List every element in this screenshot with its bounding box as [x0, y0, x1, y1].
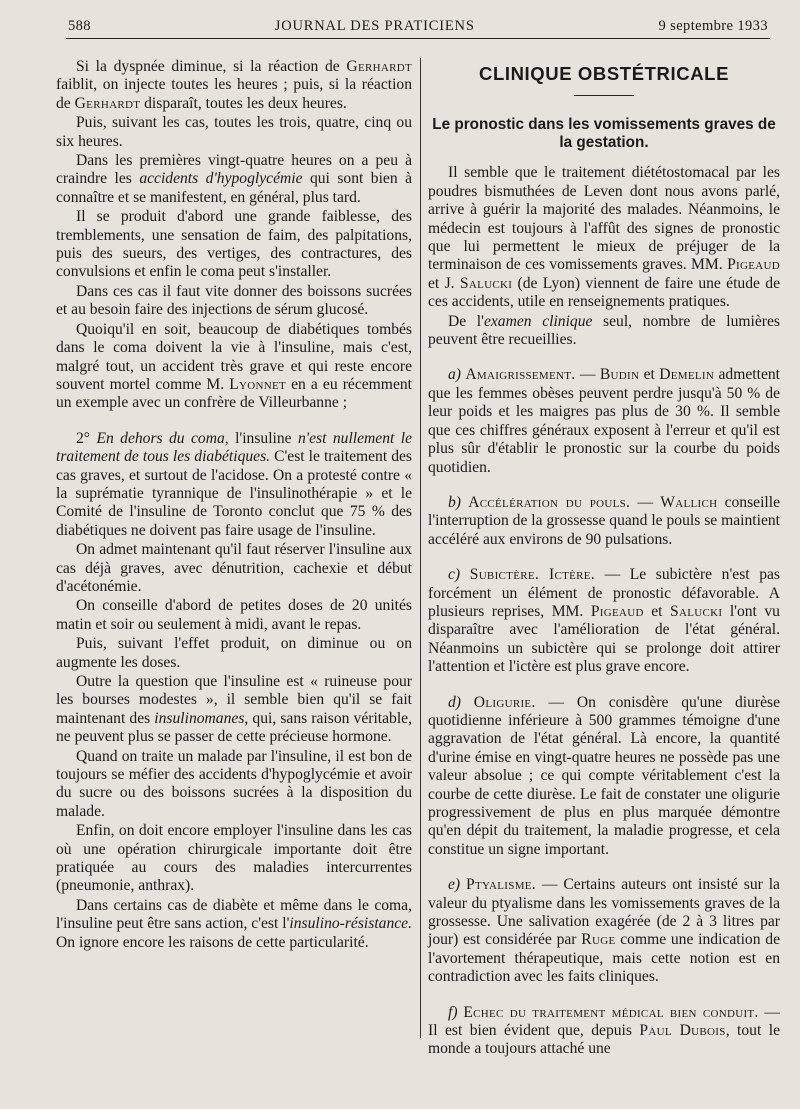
list-item: b) Accélération du pouls. — Wallich conseille l'interruption de la grossesse quand le pouls se maintient accéléré aux environs de 90 pulsations. — [428, 493, 781, 548]
paragraph: 2° En dehors du coma, l'insuline n'est nullement le traitement de tous les diabétiques. C'est le traitement des cas graves, et surtout de l'acidose. On a protesté contre « la suprématie tyrannique de l'insulinothérapie » et le Comité de l'insuline de Toronto conclut que 75 % des diabétiques ne doivent pas faire usage de l'insuline. — [56, 429, 412, 539]
paragraph: Si la dyspnée diminue, si la réaction de Gerhardt faiblit, on injecte toutes les heures ; puis, si la réaction de Gerhardt disparaît, toutes les deux heures. — [56, 58, 412, 112]
running-head — [68, 18, 768, 35]
list-item: d) Oligurie. — On conisdère qu'une diurèse quotidienne inférieure à 500 grammes témoigne d'une aggravation de l'état général. Là encore, la quantité d'urine émise en vingt-quatre heures ne possède pas une valeur absolue ; ce qui compte véritablement c'est la courbe de cette diurèse. Le fait de constater une oligurie progressivement de plus en plus marquée démontre qu'en dépit du traitement, la maladie progresse, et cela constitue un signe important. — [428, 693, 780, 858]
header-rule — [66, 38, 770, 39]
section-title: CLINIQUE OBSTÉTRICALE — [478, 63, 730, 84]
paragraph: Outre la question que l'insuline est « ruineuse pour les bourses modestes », il semble bien qu'il se fait maintenant des insulinomanes, qui, sans raison véritable, ne peuvent plus se passer de cette précieuse hormone. — [56, 673, 412, 746]
list-item: c) Subictère. Ictère. — Le subictère n'est pas forcément un élément de pronostic défavorable. A plusieurs reprises, MM. Pigeaud et Salucki l'ont vu disparaître avec l'amélioration de l'état général. Néanmoins un subictère qui se prolonge doit attirer l'attention et l'ictère est plus grave encore. — [428, 566, 780, 676]
list-item: e) Ptyalisme. — Certains auteurs ont insisté sur la valeur du ptyalisme dans les vomissements graves de la grossesse. Une salivation exagérée (de 2 à 3 litres par jour) est considérée par Ruge comme une indication de l'avortement thérapeutique, mais cette notion est en contradiction avec les faits cliniques. — [428, 876, 780, 986]
paragraph: Quand on traite un malade par l'insuline, il est bon de toujours se méfier des accidents d'hypoglycémie et avoir du sucre ou des boissons sucrées à la disposition du malade. — [56, 747, 412, 820]
paragraph: Puis, suivant l'effet produit, on diminue ou on augmente les doses. — [56, 635, 412, 671]
paragraph: Dans les premières vingt-quatre heures on a peu à craindre les accidents d'hypoglycémie qui sont bien à connaître et se manifestent, en général, plus tard. — [56, 152, 413, 206]
paragraph: Enfin, on doit encore employer l'insuline dans les cas où une opération chirurgicale importante doit être pratiquée au cours des maladies intercurrentes (pneumonie, anthrax). — [56, 822, 412, 895]
article-title: Le pronostic dans les vomissements graves de la gestation. — [432, 116, 776, 152]
right-column — [428, 58, 780, 1059]
paragraph: Quoiqu'il en soit, beaucoup de diabétiques tombés dans le coma doivent la vie à l'insuline, mais c'est, malgré tout, un accident très grave et qui reste encore souvent mortel comme M. Lyonnet en a eu récemment un exemple avec un confrère de Villeurbanne ; — [56, 320, 412, 412]
paragraph: Il semble que le traitement diététostomacal par les poudres bismuthées de Leven dont nous avons parlé, arrive à guérir la majorité des malades. Néanmoins, le médecin est toujours à l'affût des signes de pronostic que lui permettent le mieux de préjuger de la terminaison de ces vomissements graves. MM. Pigeaud et J. Salucki (de Lyon) viennent de faire une étude de ces accidents, utile en renseignements pratiques. — [428, 164, 780, 311]
paragraph: De l'examen clinique seul, nombre de lumières peuvent être recueillies. — [428, 312, 780, 349]
paragraph: Dans certains cas de diabète et même dans le coma, l'insuline peut être sans action, c'est l'insulino-résistance. On ignore encore les raisons de cette particularité. — [56, 896, 412, 951]
list-item: f) Echec du traitement médical bien conduit. — Il est bien évident que, depuis Paul Dubois, tout le monde a toujours attaché une — [428, 1003, 780, 1058]
left-column — [56, 58, 412, 952]
paragraph: On conseille d'abord de petites doses de 20 unités matin et soir ou seulement à midi, avant le repas. — [56, 597, 412, 633]
paragraph: On admet maintenant qu'il faut réserver l'insuline aux cas déjà graves, avec dénutrition, cachexie et début d'acétonémie. — [56, 541, 412, 595]
issue-date: 9 septembre 1933 — [658, 18, 768, 34]
page-number: 588 — [68, 18, 91, 34]
paragraph: Dans ces cas il faut vite donner des boissons sucrées et au besoin faire des injections de sérum glucosé. — [56, 282, 412, 319]
title-rule — [574, 95, 634, 96]
list-item: a) Amaigrissement. — Budin et Demelin admettent que les femmes obèses peuvent perdre jusqu'à 50 % de leur poids et les maigres pas plus de 30 %. Il semble que ces chiffres généraux exposent à l'erreur et qu'il est plus sûr d'établir le pronostic sur la courbe du poids quotidien. — [428, 366, 780, 476]
column-divider — [420, 58, 421, 1038]
journal-title: JOURNAL DES PRATICIENS — [274, 18, 475, 34]
paragraph: Il se produit d'abord une grande faiblesse, des tremblements, une sensation de faim, des palpitations, puis des sueurs, des vertiges, des contractures, des convulsions et enfin le coma peut s'installer. — [56, 208, 412, 281]
paragraph: Puis, suivant les cas, toutes les trois, quatre, cinq ou six heures. — [56, 114, 412, 150]
